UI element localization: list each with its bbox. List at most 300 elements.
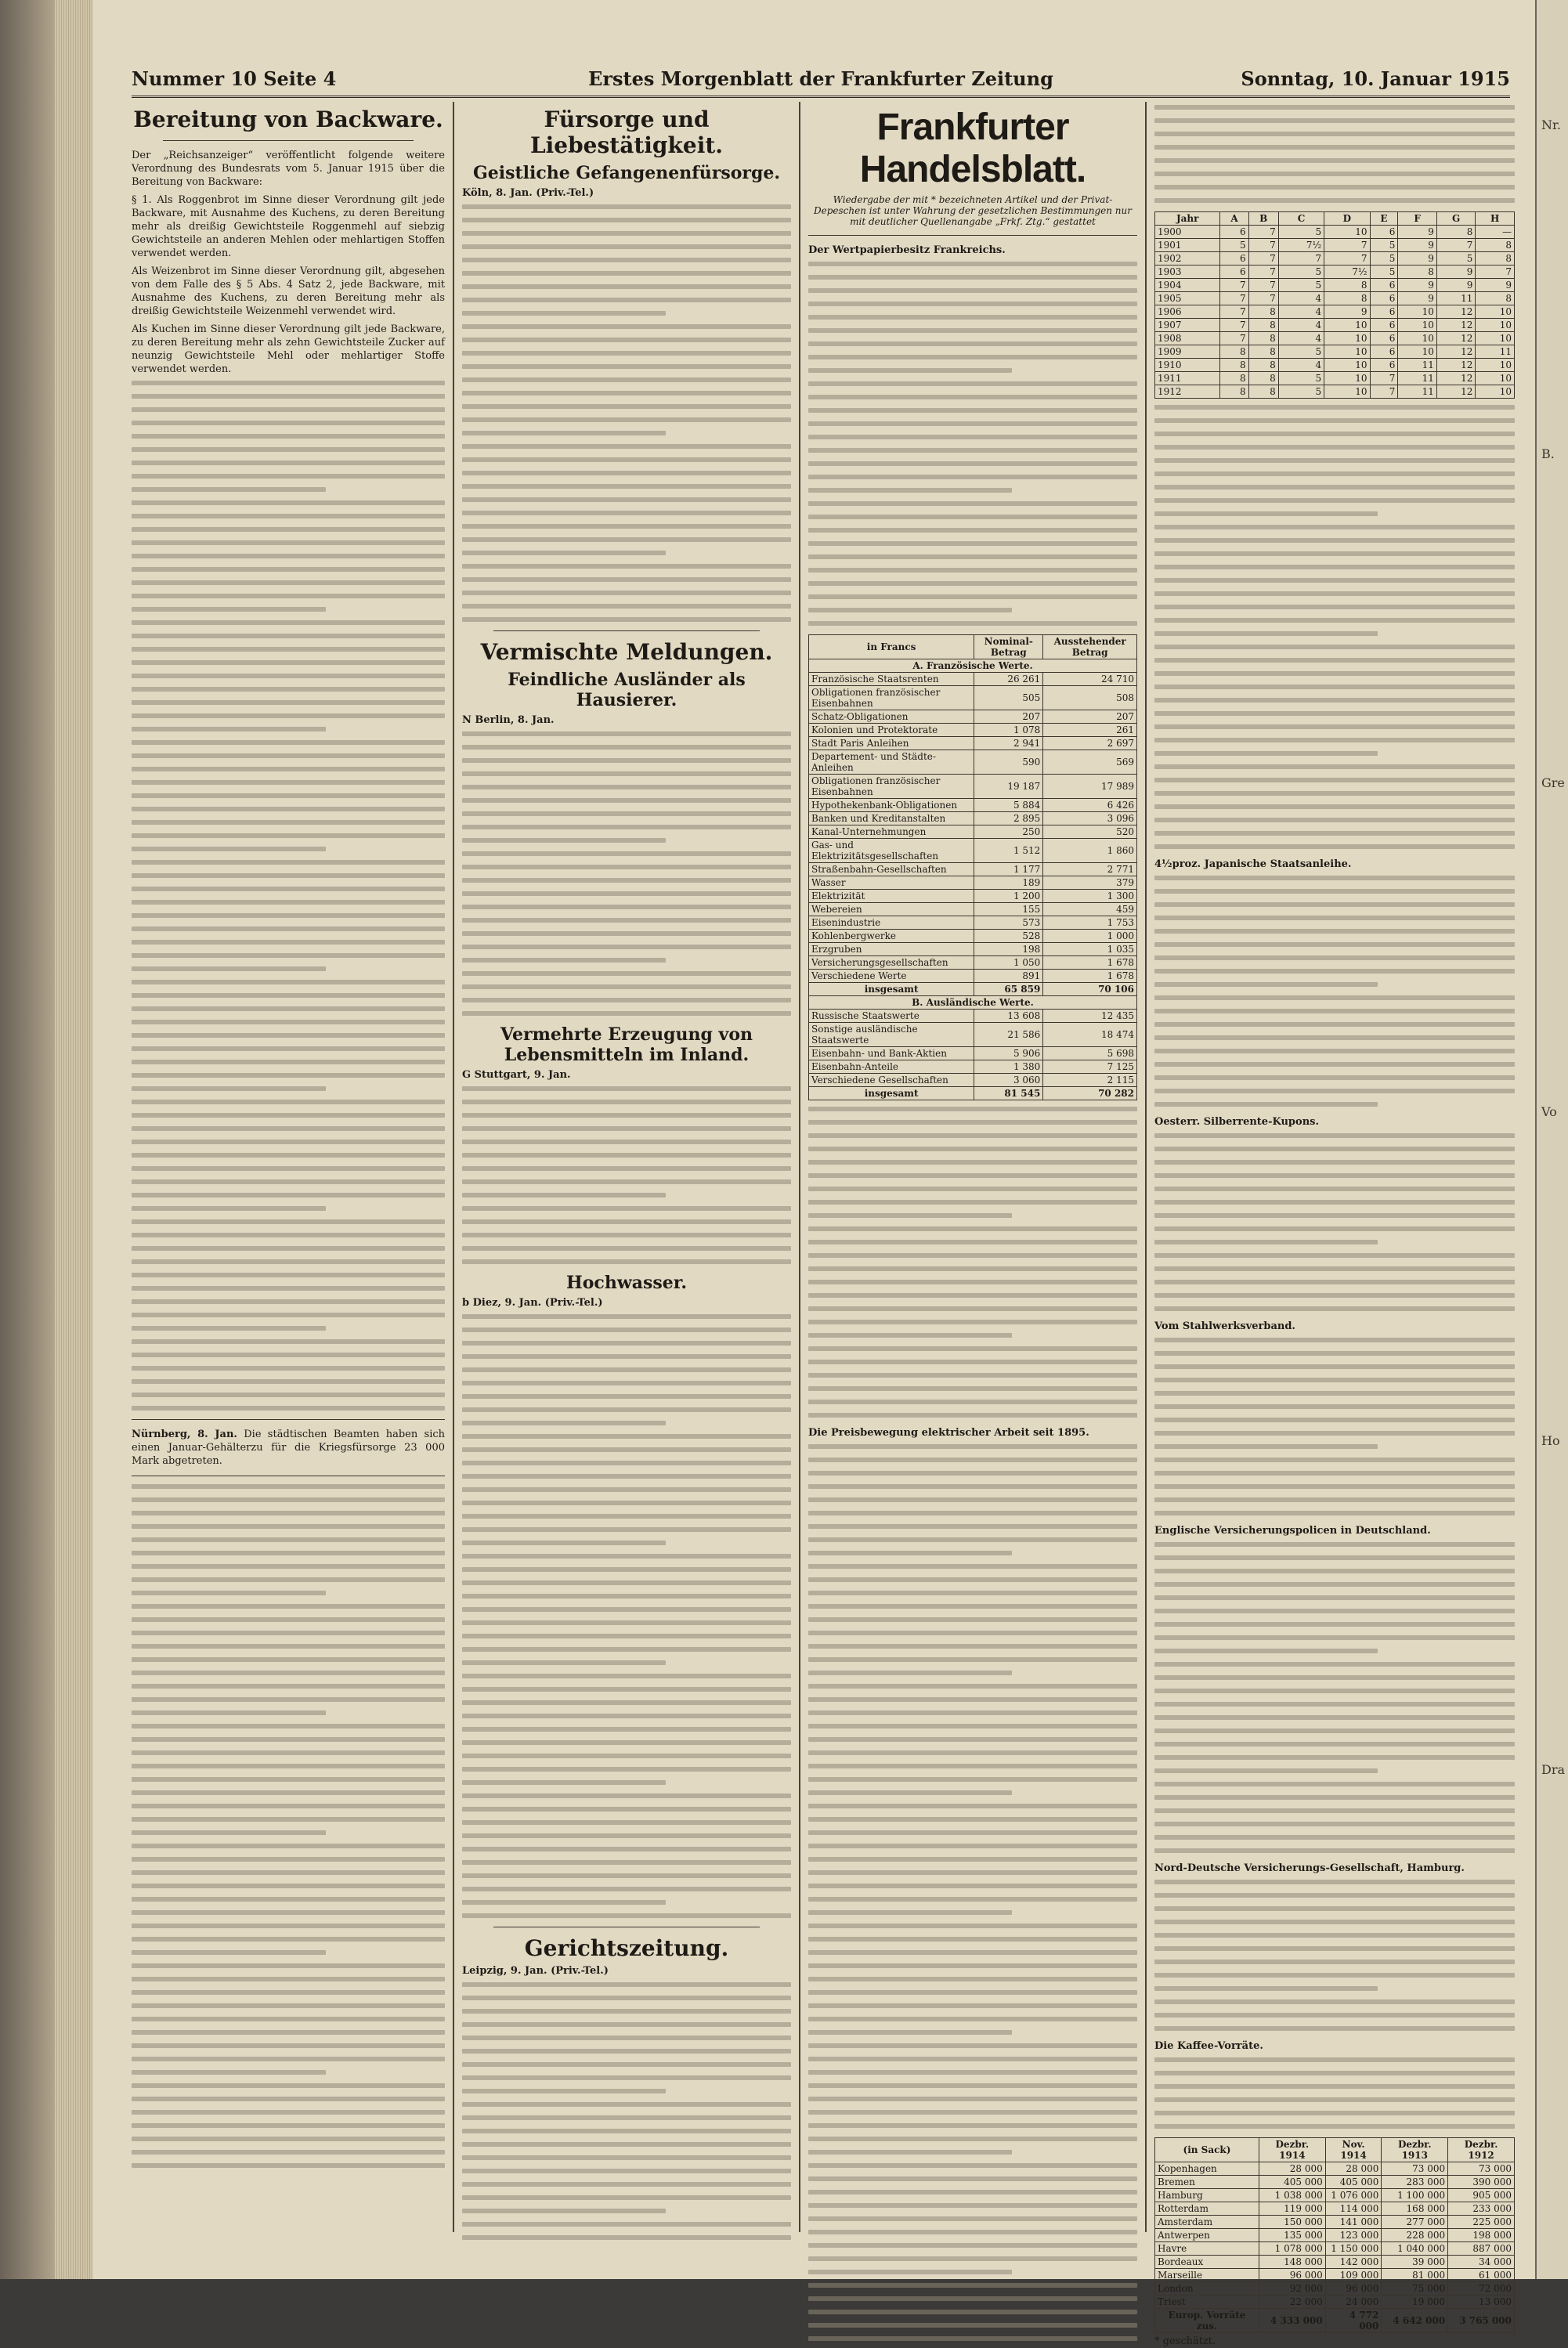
text-block [1154, 876, 1515, 1107]
table-cell: 10 [1324, 385, 1370, 399]
coffee-stocks-table [1154, 2137, 1515, 2333]
table-cell: 81 000 [1382, 2269, 1448, 2282]
book-binding [0, 0, 92, 2279]
table-cell: 28 000 [1259, 2162, 1325, 2176]
table-cell: 11 [1476, 345, 1515, 359]
edge-fragment: Nr. [1541, 117, 1561, 132]
table-cell: 1907 [1155, 319, 1220, 332]
table-cell: 10 [1476, 372, 1515, 385]
text-block [132, 381, 445, 1411]
table-cell: 81 545 [974, 1087, 1043, 1100]
table-cell: Bremen [1155, 2176, 1259, 2189]
table-row [1155, 372, 1515, 385]
table-cell: 1 100 000 [1382, 2189, 1448, 2202]
table-cell: 233 000 [1448, 2202, 1515, 2216]
table-cell: 5 906 [974, 1047, 1043, 1060]
table-cell: 7 [1476, 266, 1515, 279]
article-title: 4½proz. Japanische Staatsanleihe. [1154, 858, 1352, 870]
table-cell: 10 [1324, 345, 1370, 359]
table-cell: 1 300 [1043, 890, 1137, 903]
subsection-heading: Feindliche Ausländer als Hausierer. [508, 670, 746, 710]
table-cell: 7 [1370, 372, 1398, 385]
table-cell: Obligationen französischer Eisenbahnen [809, 775, 974, 799]
table-cell: Sonstige ausländische Staatswerte [809, 1023, 974, 1047]
item-text: Die städtischen Beamten haben sich einen Januar-Gehälterzu für die Kriegsfürsorge 23 000 Mark abgetreten. [132, 1429, 446, 1467]
table-row [809, 724, 1137, 737]
table-cell: 6 [1370, 292, 1398, 305]
table-cell: 1906 [1155, 305, 1220, 319]
table-cell: 7½ [1278, 239, 1324, 252]
table-cell: 10 [1398, 305, 1437, 319]
table-cell: Dezbr. 1913 [1382, 2138, 1448, 2162]
table-cell: 3 765 000 [1448, 2309, 1515, 2333]
table-cell: 123 000 [1325, 2229, 1382, 2242]
table-cell: 4 [1278, 319, 1324, 332]
table-row [809, 956, 1137, 970]
text-block [1154, 1133, 1515, 1311]
table-cell: 92 000 [1259, 2282, 1325, 2296]
table-cell: Kolonien und Protektorate [809, 724, 974, 737]
table-cell: 13 000 [1448, 2296, 1515, 2309]
table-cell: 8 [1248, 345, 1278, 359]
table-cell: 6 [1370, 226, 1398, 239]
table-cell: Nov. 1914 [1325, 2138, 1382, 2162]
table-cell: Jahr [1155, 212, 1220, 226]
item-dateline: G Stuttgart, 9. Jan. [462, 1069, 571, 1081]
table-cell: 10 [1476, 319, 1515, 332]
table-cell: 261 [1043, 724, 1137, 737]
table-row [1155, 359, 1515, 372]
table-cell: 1 078 [974, 724, 1043, 737]
table-cell: (in Sack) [1155, 2138, 1259, 2162]
table-cell: 155 [974, 903, 1043, 916]
table-header: Ausstehender Betrag [1043, 635, 1137, 659]
table-cell: 9 [1398, 292, 1437, 305]
table-cell: 4 [1278, 305, 1324, 319]
table-row [1155, 279, 1515, 292]
table-row [1155, 2269, 1515, 2282]
table-cell: 10 [1476, 332, 1515, 345]
table-cell: 207 [1043, 710, 1137, 724]
table-row [809, 775, 1137, 799]
article-title: Englische Versicherungspolicen in Deutschland. [1154, 1525, 1431, 1537]
text-block [462, 1086, 791, 1264]
table-cell: 72 000 [1448, 2282, 1515, 2296]
table-row [1155, 345, 1515, 359]
table-cell: 225 000 [1448, 2216, 1515, 2229]
item-dateline: Leipzig, 9. Jan. (Priv.-Tel.) [462, 1965, 609, 1977]
table-cell: 11 [1398, 372, 1437, 385]
table-cell: 891 [974, 970, 1043, 983]
table-cell: 7 125 [1043, 1060, 1137, 1074]
subsection-heading: Vermehrte Erzeugung von Lebensmitteln im Inland. [500, 1024, 753, 1065]
table-cell: Banken und Kreditanstalten [809, 812, 974, 825]
table-cell: 590 [974, 750, 1043, 775]
table-cell: 12 435 [1043, 1010, 1137, 1023]
table-cell: 13 608 [974, 1010, 1043, 1023]
table-cell: 8 [1476, 252, 1515, 266]
table-cell: 65 859 [974, 983, 1043, 996]
table-cell: 1908 [1155, 332, 1220, 345]
table-cell: Elektrizität [809, 890, 974, 903]
table-row [1155, 2216, 1515, 2229]
table-row [809, 1010, 1137, 1023]
table-cell: C [1278, 212, 1324, 226]
table-cell: 119 000 [1259, 2202, 1325, 2216]
table-cell: 1901 [1155, 239, 1220, 252]
table-cell: Hypothekenbank-Obligationen [809, 799, 974, 812]
table-cell: 887 000 [1448, 2242, 1515, 2256]
table-cell: 1911 [1155, 372, 1220, 385]
table-cell: 1909 [1155, 345, 1220, 359]
text-block [462, 1314, 791, 1918]
table-cell: 6 [1370, 345, 1398, 359]
table-row [809, 943, 1137, 956]
table-cell: 8 [1248, 359, 1278, 372]
table-cell: 70 106 [1043, 983, 1137, 996]
table-row [809, 890, 1137, 903]
table-cell: 5 [1278, 266, 1324, 279]
table-cell: 1 038 000 [1259, 2189, 1325, 2202]
table-cell: 7 [1324, 252, 1370, 266]
table-row [809, 1047, 1137, 1060]
table-cell: 5 884 [974, 799, 1043, 812]
table-cell: 2 941 [974, 737, 1043, 750]
table-row [809, 686, 1137, 710]
text-block [462, 731, 791, 1016]
table-row [1155, 226, 1515, 239]
table-cell: Hamburg [1155, 2189, 1259, 2202]
table-cell: Versicherungsgesellschaften [809, 956, 974, 970]
table-row [1155, 305, 1515, 319]
table-cell: 10 [1476, 305, 1515, 319]
table-cell: 19 000 [1382, 2296, 1448, 2309]
table-cell: 8 [1436, 226, 1476, 239]
table-cell: 17 989 [1043, 775, 1137, 799]
table-cell: 459 [1043, 903, 1137, 916]
table-cell: 19 187 [974, 775, 1043, 799]
issue-number: Nummer 10 Seite 4 [132, 67, 337, 90]
table-cell: 228 000 [1382, 2229, 1448, 2242]
table-cell: Schatz-Obligationen [809, 710, 974, 724]
article-title: Der Wertpapierbesitz Frankreichs. [808, 244, 1006, 256]
table-cell: 7 [1220, 332, 1248, 345]
table-row [809, 970, 1137, 983]
table-cell: 505 [974, 686, 1043, 710]
table-cell: 9 [1436, 279, 1476, 292]
table-cell: 7 [1220, 279, 1248, 292]
table-cell: 5 698 [1043, 1047, 1137, 1060]
table-cell: Eisenindustrie [809, 916, 974, 930]
table-cell: 73 000 [1448, 2162, 1515, 2176]
table-cell: 905 000 [1448, 2189, 1515, 2202]
table-cell: 6 [1220, 226, 1248, 239]
table-row [809, 737, 1137, 750]
table-cell: 8 [1220, 372, 1248, 385]
table-cell: 2 115 [1043, 1074, 1137, 1087]
table-cell: A [1220, 212, 1248, 226]
edge-fragment: Ho [1541, 1433, 1560, 1448]
table-cell: 1 076 000 [1325, 2189, 1382, 2202]
table-cell: 5 [1370, 252, 1398, 266]
table-cell: 34 000 [1448, 2256, 1515, 2269]
table-cell: 73 000 [1382, 2162, 1448, 2176]
table-row [809, 750, 1137, 775]
table-cell: 26 261 [974, 673, 1043, 686]
table-cell: 7 [1248, 266, 1278, 279]
column-2 [462, 102, 791, 2232]
table-cell: 12 [1436, 385, 1476, 399]
table-cell: 405 000 [1325, 2176, 1382, 2189]
table-cell: 11 [1398, 385, 1437, 399]
reprint-notice: Wiedergabe der mit * bezeichneten Artikel und der Privat-Depeschen ist unter Wahrung der gesetzlichen Bestimmungen nur mit deutlicher Quellenangabe „Frkf. Ztg.“ gestattet [814, 194, 1132, 227]
table-cell: 5 [1370, 266, 1398, 279]
table-row [1155, 239, 1515, 252]
table-row [809, 710, 1137, 724]
table-row [809, 916, 1137, 930]
table-cell: 4 [1278, 359, 1324, 372]
text-block [1154, 1880, 1515, 2031]
table-cell: 7 [1248, 239, 1278, 252]
table-row [1155, 2296, 1515, 2309]
table-cell: Havre [1155, 2242, 1259, 2256]
text-block [1154, 105, 1515, 203]
table-cell: 8 [1324, 292, 1370, 305]
table-row [1155, 266, 1515, 279]
section-heading: Fürsorge und Liebestätigkeit. [529, 107, 724, 158]
table-cell: 390 000 [1448, 2176, 1515, 2189]
table-cell: 573 [974, 916, 1043, 930]
article-title: Die Preisbewegung elektrischer Arbeit seit 1895. [808, 1427, 1089, 1439]
table-cell: Stadt Paris Anleihen [809, 737, 974, 750]
table-cell: 9 [1398, 226, 1437, 239]
table-cell: 28 000 [1325, 2162, 1382, 2176]
table-row [809, 1087, 1137, 1100]
table-cell: 7 [1248, 226, 1278, 239]
table-cell: 207 [974, 710, 1043, 724]
table-cell: 5 [1278, 345, 1324, 359]
table-cell: 1 050 [974, 956, 1043, 970]
table-cell: 12 [1436, 345, 1476, 359]
table-cell: Straßenbahn-Gesellschaften [809, 863, 974, 876]
table-cell: 9 [1398, 279, 1437, 292]
table-cell: 70 282 [1043, 1087, 1137, 1100]
text-block [1154, 405, 1515, 849]
table-cell: 4 772 000 [1325, 2309, 1382, 2333]
table-cell: 12 [1436, 319, 1476, 332]
table-cell: B. Ausländische Werte. [809, 996, 1137, 1010]
table-cell: 135 000 [1259, 2229, 1325, 2242]
table-cell: 10 [1398, 345, 1437, 359]
table-row [809, 983, 1137, 996]
table-cell: 1 753 [1043, 916, 1137, 930]
table-cell: 4 642 000 [1382, 2309, 1448, 2333]
table-cell: 7 [1278, 252, 1324, 266]
table-cell: 148 000 [1259, 2256, 1325, 2269]
table-cell: 142 000 [1325, 2256, 1382, 2269]
table-cell: 5 [1370, 239, 1398, 252]
edge-fragment: B. [1541, 446, 1555, 461]
table-cell: 61 000 [1448, 2269, 1515, 2282]
table-cell: D [1324, 212, 1370, 226]
table-cell: 6 426 [1043, 799, 1137, 812]
text-block [1154, 1542, 1515, 1853]
column-3 [808, 102, 1137, 2232]
table-cell: 4 [1278, 332, 1324, 345]
table-cell: 405 000 [1259, 2176, 1325, 2189]
table-row [1155, 252, 1515, 266]
table-row [1155, 332, 1515, 345]
table-cell: 3 060 [974, 1074, 1043, 1087]
table-header: Nominal-Betrag [974, 635, 1043, 659]
table-cell: 1900 [1155, 226, 1220, 239]
article-title: Oesterr. Silberrente-Kupons. [1154, 1116, 1319, 1128]
table-cell: Kopenhagen [1155, 2162, 1259, 2176]
table-cell: 2 895 [974, 812, 1043, 825]
table-cell: Departement- und Städte-Anleihen [809, 750, 974, 775]
edge-fragment: Gre [1541, 775, 1565, 790]
table-cell: 1904 [1155, 279, 1220, 292]
table-cell: Wasser [809, 876, 974, 890]
table-cell: 6 [1370, 332, 1398, 345]
table-cell: Eisenbahn- und Bank-Aktien [809, 1047, 974, 1060]
section-heading: Vermischte Meldungen. [480, 639, 773, 665]
table-cell: 198 000 [1448, 2229, 1515, 2242]
masthead: Erstes Morgenblatt der Frankfurter Zeitung [588, 67, 1053, 90]
table-cell: 11 [1398, 359, 1437, 372]
table-row [1155, 2256, 1515, 2269]
table-cell: 24 710 [1043, 673, 1137, 686]
table-cell: 1 177 [974, 863, 1043, 876]
table-cell: 6 [1370, 305, 1398, 319]
table-cell: 10 [1324, 226, 1370, 239]
table-cell: 5 [1220, 239, 1248, 252]
table-row [1155, 2162, 1515, 2176]
article-paragraph: Der „Reichsanzeiger“ veröffentlicht folgende weitere Verordnung des Bundesrats vom 5. Januar 1915 über die Bereitung von Backware: [132, 150, 445, 188]
article-heading: Bereitung von Backware. [133, 107, 443, 132]
table-cell: 5 [1436, 252, 1476, 266]
table-cell: 9 [1436, 266, 1476, 279]
table-cell: 5 [1278, 385, 1324, 399]
table-cell: Verschiedene Gesellschaften [809, 1074, 974, 1087]
table-cell: 6 [1370, 279, 1398, 292]
table-cell: — [1476, 226, 1515, 239]
table-cell: insgesamt [809, 1087, 974, 1100]
table-cell: 8 [1220, 359, 1248, 372]
table-cell: Bordeaux [1155, 2256, 1259, 2269]
table-cell: 5 [1278, 226, 1324, 239]
table-row [1155, 2189, 1515, 2202]
table-cell: 11 [1436, 292, 1476, 305]
next-page-edge [1535, 0, 1568, 2279]
table-cell: 1 678 [1043, 970, 1137, 983]
table-cell: Webereien [809, 903, 974, 916]
table-cell: 9 [1398, 239, 1437, 252]
table-header: in Francs [809, 635, 974, 659]
item-dateline: N Berlin, 8. Jan. [462, 714, 555, 726]
item-dateline: b Diez, 9. Jan. (Priv.-Tel.) [462, 1297, 603, 1309]
page-header [132, 64, 1510, 98]
section-heading: Gerichtszeitung. [524, 1935, 729, 1961]
table-row [1155, 2229, 1515, 2242]
table-cell: 9 [1324, 305, 1370, 319]
table-cell: 283 000 [1382, 2176, 1448, 2189]
table-cell: B [1248, 212, 1278, 226]
table-cell: 1 200 [974, 890, 1043, 903]
table-cell: 508 [1043, 686, 1137, 710]
table-cell: 5 [1278, 372, 1324, 385]
table-cell: 9 [1476, 279, 1515, 292]
table-row [809, 799, 1137, 812]
table-cell: 379 [1043, 876, 1137, 890]
table-cell: A. Französische Werte. [809, 659, 1137, 673]
text-block [132, 1484, 445, 2168]
table-cell: 5 [1278, 279, 1324, 292]
table-cell: 10 [1398, 332, 1437, 345]
article-title: Vom Stahlwerksverband. [1154, 1320, 1295, 1332]
newspaper-page [92, 0, 1535, 2347]
table-cell: 8 [1476, 292, 1515, 305]
table-cell: 2 697 [1043, 737, 1137, 750]
table-cell: 24 000 [1325, 2296, 1382, 2309]
table-cell: 6 [1370, 359, 1398, 372]
table-cell: H [1476, 212, 1515, 226]
table-cell: 3 096 [1043, 812, 1137, 825]
table-row [809, 1060, 1137, 1074]
table-cell: 75 000 [1382, 2282, 1448, 2296]
table-row [809, 839, 1137, 863]
table-cell: Dezbr. 1912 [1448, 2138, 1515, 2162]
table-cell: Verschiedene Werte [809, 970, 974, 983]
table-row [1155, 385, 1515, 399]
table-row [809, 1074, 1137, 1087]
table-row [1155, 2176, 1515, 2189]
table-cell: Kohlenbergwerke [809, 930, 974, 943]
table-cell: 7 [1436, 239, 1476, 252]
table-cell: 7 [1248, 292, 1278, 305]
table-cell: 569 [1043, 750, 1137, 775]
table-cell: 250 [974, 825, 1043, 839]
table-cell: 10 [1398, 319, 1437, 332]
table-cell: 7 [1370, 385, 1398, 399]
table-cell: Rotterdam [1155, 2202, 1259, 2216]
table-cell: 8 [1476, 239, 1515, 252]
table-cell: 7 [1220, 319, 1248, 332]
table-cell: 12 [1436, 332, 1476, 345]
table-cell: G [1436, 212, 1476, 226]
table-cell: 12 [1436, 372, 1476, 385]
table-cell: F [1398, 212, 1437, 226]
table-cell: Obligationen französischer Eisenbahnen [809, 686, 974, 710]
table-row [809, 863, 1137, 876]
table-cell: 8 [1248, 305, 1278, 319]
table-cell: 8 [1324, 279, 1370, 292]
table-cell: 109 000 [1325, 2269, 1382, 2282]
table-cell: Marseille [1155, 2269, 1259, 2282]
subsection-heading: Hochwasser. [565, 1273, 688, 1293]
table-cell: 277 000 [1382, 2216, 1448, 2229]
table-cell: 7½ [1324, 266, 1370, 279]
table-cell: 1 678 [1043, 956, 1137, 970]
table-cell: 1 000 [1043, 930, 1137, 943]
article-paragraph: § 1. Als Roggenbrot im Sinne dieser Verordnung gilt jede Backware, mit Ausnahme des Kuchens, zu deren Bereitung mehr als dreißig Gewichtsteile Roggenmehl auf siebzig Gewichtsteile an anderen Mehlen oder mehlartigen Stoffen verwendet werden. [132, 194, 445, 259]
table-cell: insgesamt [809, 983, 974, 996]
table-cell: 8 [1248, 319, 1278, 332]
table-row [1155, 2242, 1515, 2256]
table-cell: 7 [1220, 305, 1248, 319]
column-1 [132, 102, 445, 2232]
table-cell: 1902 [1155, 252, 1220, 266]
